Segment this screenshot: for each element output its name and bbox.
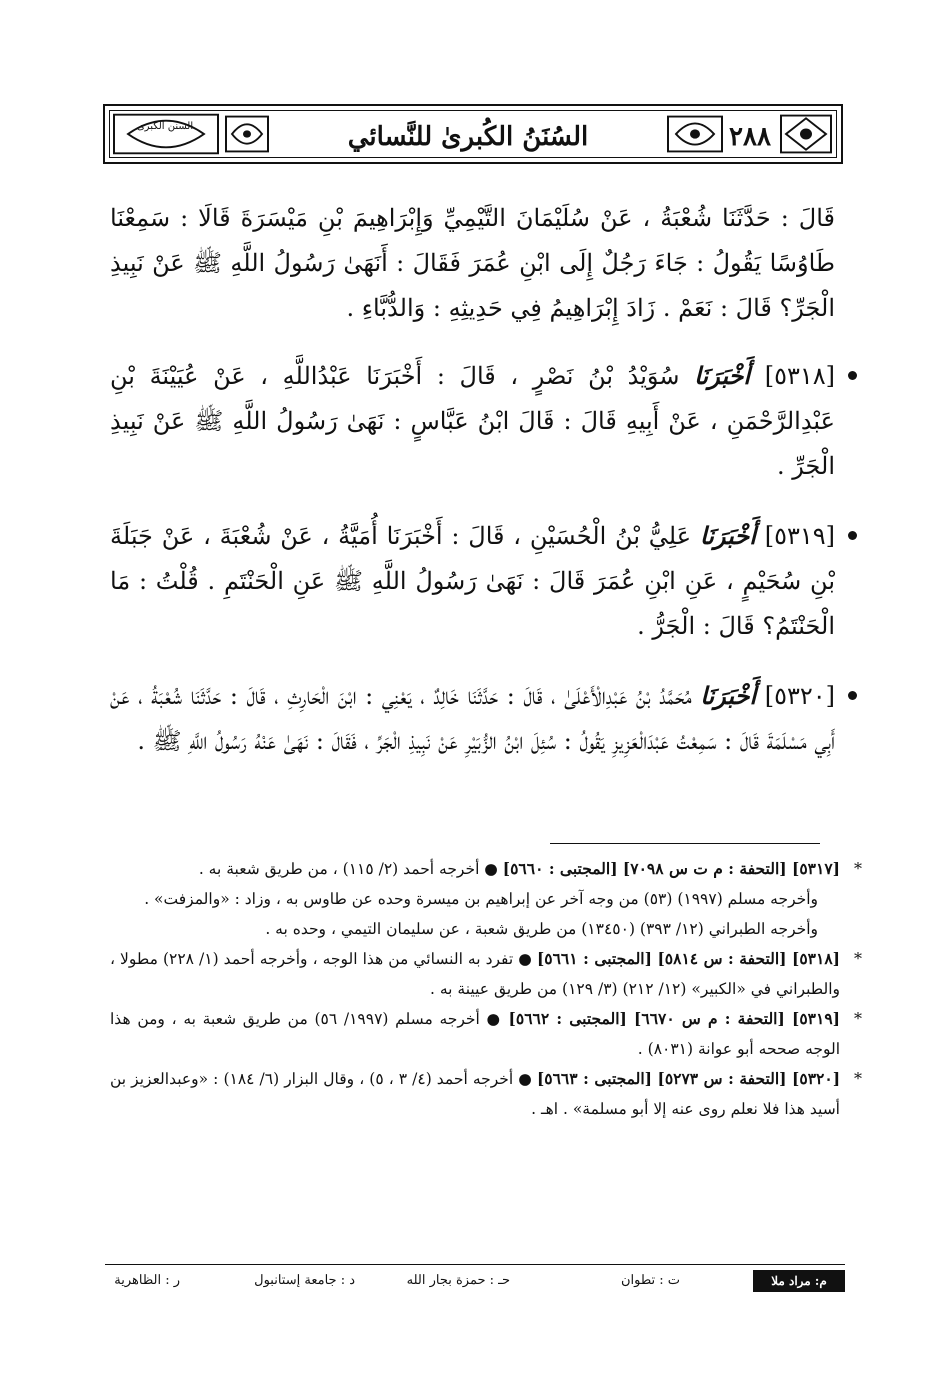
asterisk-icon: *	[854, 1069, 862, 1088]
footnote-ref: [٥٣١٩] [التحفة : م س ٦٦٧٠] [المجتبى : ٥٦٦٢]	[508, 1009, 840, 1028]
bullet-icon	[848, 691, 857, 700]
hadith-text: سُوَيْدُ بْنُ نَصْرٍ ، قَالَ : أَخْبَرَنَا عَبْدُاللَّهِ ، عَنْ عُيَيْنَةَ بْنِ عَبْدِالرَّحْمَنِ ، عَنْ أَبِيهِ قَالَ : قَالَ ابْنُ عَبَّاسٍ : نَهَىٰ رَسُولُ اللَّهِ ﷺ عَنْ نَبِيذِ الْجَرِّ .	[110, 362, 835, 480]
footnote-text: ● تفرد به النسائي من هذا الوجه ، وأخرجه أحمد (١/ ٢٢٨) مطولا ، والطبراني في «الكبير» (١٢/ ٢١٢) (٣/ ١٢٩) من طريق عيينة به .	[110, 950, 840, 998]
hadith-continuation	[110, 196, 835, 331]
siglum-h: حـ : حمزة بجار الله	[406, 1273, 510, 1288]
bottom-rule	[105, 1264, 845, 1265]
hadith-number: [٥٣١٩]	[764, 522, 835, 550]
hadith-text: عَلِيُّ بْنُ الْحُسَيْنِ ، قَالَ : أَخْبَرَنَا أُمَيَّةُ ، عَنْ شُعْبَةَ ، عَنْ جَبَلَةَ بْنِ سُحَيْمٍ ، عَنِ ابْنِ عُمَرَ قَالَ : نَهَىٰ رَسُولُ اللَّهِ ﷺ عَنِ الْحَنْتَمِ . قُلْتُ : مَا الْحَنْتَمُ؟ قَالَ : الْجَرُّ .	[110, 522, 835, 640]
footnote-5317-sub-2: وأخرجه الطبراني (١٢/ ٣٩٣) (١٣٤٥٠) من طريق شعبة ، عن سليمان التيمي ، وحده به .	[265, 920, 818, 938]
siglum-d: د : جامعة إستانبول	[254, 1273, 355, 1288]
footnote-5317-sub-1: وأخرجه مسلم (١٩٩٧) (٥٣) من وجه آخر عن إبراهيم بن ميسرة وحده عن طاوس به ، وزاد : «والمزفت» .	[144, 890, 818, 908]
footnote-5317	[110, 854, 862, 884]
akhbarana-label: أَخْبَرَنَا	[699, 521, 756, 550]
series-logo-text: السنن الكبرى	[136, 121, 194, 132]
header-inner-frame	[109, 110, 837, 158]
akhbarana-label: أَخْبَرَنَا	[694, 361, 751, 390]
manuscript-sigla-bar	[105, 1268, 845, 1294]
bullet-icon	[848, 371, 857, 380]
footnote-text: ● أخرجه أحمد (٤/ ٣ ، ٥) ، وقال البزار (٦/ ١٨٤) : «وعبدالعزيز بن أسيد هذا فلا نعلم روى عنه إلا أبو مسلمة» . اهـ .	[110, 1070, 840, 1118]
page-number: ٢٨٨	[729, 122, 771, 152]
hadith-number: [٥٣٢٠]	[764, 682, 835, 710]
hadith-text: مُحَمَّدُ بْنُ عَبْدِالْأَعْلَىٰ ، قَالَ : حَدَّثَنَا خَالِدٌ ، يَعْنِي : ابْنَ الْحَارِثِ ، قَالَ : حَدَّثَنَا شُعْبَةُ ، عَنْ أَبِي مَسْلَمَةَ قَالَ : سَمِعْتُ عَبْدَالْعَزِيزِ يَقُولُ : سُئِلَ ابْنُ الزُّبَيْرِ عَنْ نَبِيذِ الْجَرِّ ، فَقَالَ : نَهَىٰ عَنْهُ رَسُولُ اللَّهِ ﷺ .	[110, 682, 835, 755]
siglum-m: م: مراد ملا	[753, 1270, 845, 1292]
hadith-body	[110, 196, 835, 788]
running-title: السُنَنُ الكُبرىٰ للنَّسائي	[347, 122, 589, 152]
footnote-text: ● أخرجه مسلم (١٩٩٧/ ٥٦) من طريق شعبة به ، ومن هذا الوجه صححه أبو عوانة (٨٠٣١) .	[110, 1010, 840, 1058]
footnote-ref: [٥٣٢٠] [التحفة : س ٥٢٧٣] [المجتبى : ٥٦٦٣]	[536, 1069, 841, 1088]
footnote-5318	[110, 944, 862, 1004]
hadith-number: [٥٣١٨]	[764, 362, 835, 390]
footnote-5319	[110, 1004, 862, 1064]
footnote-5320	[110, 1064, 862, 1124]
asterisk-icon: *	[854, 1009, 862, 1028]
footnote-ref: [٥٣١٨] [التحفة : س ٥٨١٤] [المجتبى : ٥٦٦١]	[536, 949, 840, 968]
asterisk-icon: *	[854, 949, 862, 968]
footnotes	[110, 854, 862, 1124]
siglum-t: ت : تطوان	[620, 1273, 680, 1288]
asterisk-icon: *	[854, 859, 862, 878]
page-header	[103, 104, 843, 164]
siglum-r: ر : الظاهرية	[114, 1273, 180, 1288]
hadith-text: قَالَ : حَدَّثَنَا شُعْبَةُ ، عَنْ سُلَيْمَانَ التَّيْمِيِّ وَإِبْرَاهِيمَ بْنِ مَيْسَرَةَ قَالَا : سَمِعْنَا طَاوُسًا يَقُولُ : جَاءَ رَجُلٌ إِلَى ابْنِ عُمَرَ فَقَالَ : أَنَهَىٰ رَسُولُ اللَّهِ ﷺ عَنْ نَبِيذِ الْجَرِّ؟ قَالَ : نَعَمْ . زَادَ إِبْرَاهِيمُ فِي حَدِيثِهِ : وَالدُّبَّاءِ .	[110, 204, 836, 322]
footnote-text: ● أخرجه أحمد (٢/ ١١٥) ، من طريق شعبة به .	[198, 860, 498, 878]
ornament-mid-right-icon	[664, 111, 726, 157]
akhbarana-label: أَخْبَرَنَا	[700, 681, 757, 710]
footnote-separator	[550, 843, 820, 844]
bullet-icon	[848, 531, 857, 540]
footnote-ref: [٥٣١٧] [التحفة : م ت س ٧٠٩٨] [المجتبى : ٥٦٦٠]	[502, 859, 840, 878]
hadith-5318	[110, 353, 835, 489]
ornament-mid-left-icon	[222, 111, 272, 157]
ornament-right-icon	[776, 111, 836, 157]
hadith-5319	[110, 513, 835, 649]
hadith-5320	[110, 673, 835, 764]
